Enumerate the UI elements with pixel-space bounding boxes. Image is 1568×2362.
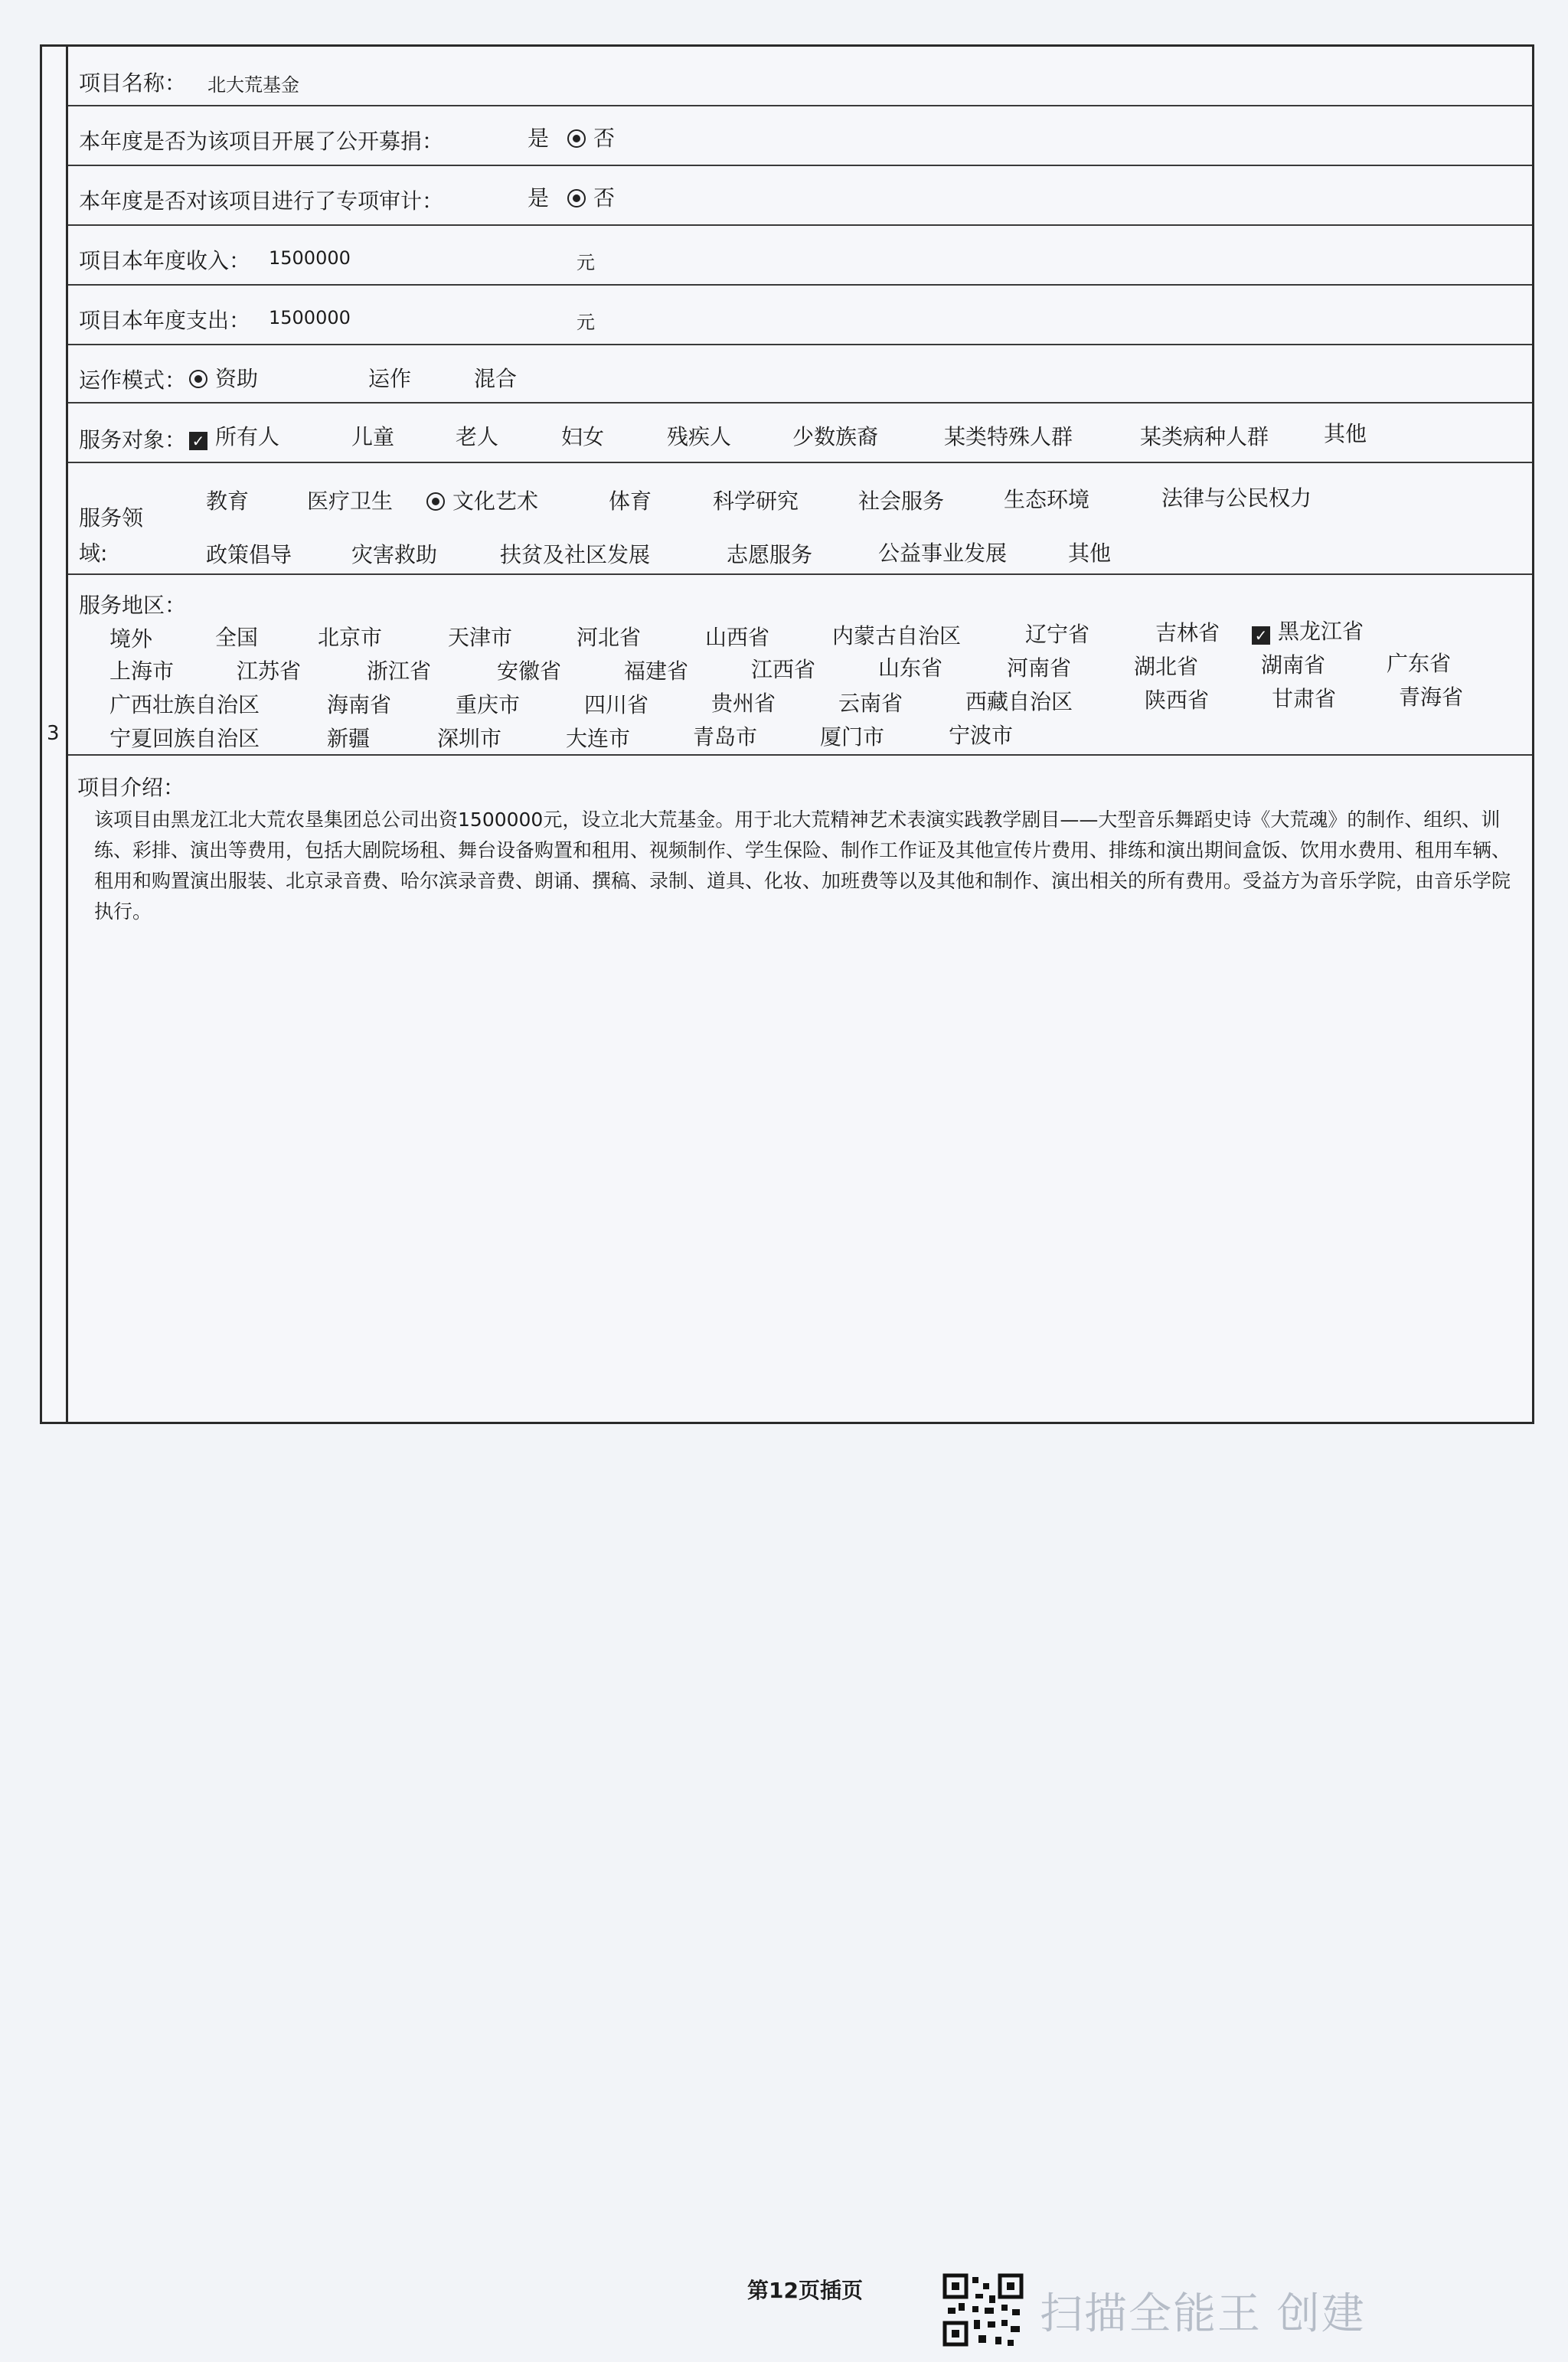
- radio-selected-icon: [189, 370, 207, 388]
- project-name-label: 项目名称：: [79, 70, 187, 96]
- service-field-option[interactable]: 扶贫及社区发展: [500, 542, 651, 567]
- special-audit-yes[interactable]: 是: [528, 185, 550, 211]
- scanner-watermark: 扫描全能王 创建: [1040, 2289, 1366, 2339]
- project-name-value: 北大荒基金: [207, 74, 299, 96]
- checkbox-checked-icon: ✓: [1252, 626, 1270, 645]
- region-option[interactable]: 湖北省: [1134, 654, 1199, 679]
- region-option[interactable]: 四川省: [584, 692, 649, 717]
- income-unit: 元: [577, 252, 595, 273]
- region-option[interactable]: 重庆市: [456, 692, 521, 717]
- special-audit-no-label: 否: [593, 185, 616, 211]
- region-option[interactable]: 辽宁省: [1025, 622, 1090, 647]
- region-option[interactable]: 甘肃省: [1272, 686, 1337, 711]
- region-option[interactable]: 安徽省: [497, 658, 562, 684]
- service-target-option[interactable]: 其他: [1324, 421, 1367, 446]
- page-note: 第12页插页: [747, 2278, 863, 2303]
- public-fundraising-no-label: 否: [593, 126, 616, 151]
- operation-mode-option-mixed[interactable]: 混合: [474, 366, 518, 391]
- public-fundraising-label: 本年度是否为该项目开展了公开募捐：: [79, 129, 444, 154]
- row-number: 3: [47, 722, 60, 745]
- region-option[interactable]: 新疆: [327, 726, 371, 751]
- region-option[interactable]: 境外: [109, 626, 153, 652]
- region-option[interactable]: 吉林省: [1155, 620, 1220, 645]
- radio-selected-icon: [426, 492, 445, 511]
- checkbox-checked-icon: ✓: [189, 432, 207, 450]
- region-option[interactable]: 大连市: [566, 726, 631, 751]
- region-option[interactable]: 青海省: [1399, 684, 1464, 710]
- service-field-option[interactable]: 社会服务: [858, 488, 945, 514]
- public-fundraising-no[interactable]: [567, 122, 615, 152]
- public-fundraising-yes[interactable]: 是: [528, 126, 550, 151]
- expense-unit: 元: [577, 312, 595, 333]
- service-target-option[interactable]: [189, 420, 279, 451]
- expense-value: 1500000: [269, 307, 351, 328]
- operation-mode-option-funding[interactable]: [189, 362, 258, 393]
- region-option[interactable]: 浙江省: [367, 658, 432, 684]
- region-option[interactable]: 内蒙古自治区: [832, 623, 962, 648]
- region-option[interactable]: 云南省: [838, 691, 903, 716]
- row-income: [68, 226, 1532, 286]
- row-operation-mode: [68, 345, 1532, 403]
- service-target-option-label: 所有人: [215, 424, 280, 449]
- service-field-option[interactable]: 科学研究: [713, 488, 799, 514]
- region-option[interactable]: 贵州省: [711, 691, 776, 716]
- special-audit-label: 本年度是否对该项目进行了专项审计：: [79, 188, 444, 214]
- region-option[interactable]: 海南省: [327, 692, 392, 717]
- service-target-label: 服务对象：: [79, 427, 187, 452]
- service-field-option[interactable]: 体育: [609, 488, 652, 514]
- region-option[interactable]: 宁夏回族自治区: [109, 726, 260, 751]
- service-field-option[interactable]: 其他: [1068, 541, 1112, 566]
- region-option[interactable]: 厦门市: [820, 724, 885, 750]
- service-target-option[interactable]: 某类特殊人群: [944, 424, 1073, 449]
- operation-mode-option-label: 资助: [215, 366, 259, 391]
- region-option[interactable]: 北京市: [318, 625, 383, 650]
- income-label: 项目本年度收入：: [79, 248, 251, 273]
- row-service-field: [68, 463, 1532, 575]
- region-option[interactable]: 全国: [215, 625, 259, 650]
- region-option[interactable]: 江苏省: [237, 658, 302, 684]
- service-field-option-selected[interactable]: [426, 485, 538, 515]
- special-audit-no[interactable]: [567, 181, 615, 212]
- region-option[interactable]: 山西省: [705, 625, 770, 650]
- service-target-option[interactable]: 妇女: [561, 424, 605, 449]
- region-option[interactable]: 河北省: [577, 625, 642, 650]
- region-option[interactable]: 陕西省: [1145, 688, 1210, 713]
- service-field-option[interactable]: 政策倡导: [206, 542, 292, 567]
- service-field-option[interactable]: 公益事业发展: [878, 541, 1008, 566]
- region-option-checked[interactable]: [1252, 615, 1364, 645]
- region-option[interactable]: 山东省: [878, 655, 943, 681]
- radio-selected-icon: [567, 189, 586, 207]
- service-field-option[interactable]: 灾害救助: [351, 542, 438, 567]
- service-field-option[interactable]: 志愿服务: [727, 542, 813, 567]
- row-number-column: [42, 47, 68, 1422]
- service-target-option[interactable]: 老人: [456, 424, 499, 449]
- row-expense: [68, 286, 1532, 345]
- service-field-option-label: 文化艺术: [452, 488, 539, 514]
- service-region-label: 服务地区：: [79, 593, 187, 618]
- service-field-label-line2: 域:: [79, 541, 108, 566]
- service-target-option[interactable]: 某类病种人群: [1140, 424, 1269, 449]
- row-project-name: [68, 47, 1532, 106]
- row-service-target: [68, 403, 1532, 463]
- intro-label: 项目介绍：: [77, 775, 185, 800]
- project-form-table: [40, 44, 1534, 1424]
- region-option[interactable]: 西藏自治区: [965, 689, 1073, 714]
- region-option[interactable]: 青岛市: [693, 724, 758, 750]
- region-option-label: 黑龙江省: [1278, 619, 1364, 644]
- row-service-region: [68, 575, 1532, 756]
- income-value: 1500000: [269, 247, 351, 269]
- region-option[interactable]: 河南省: [1007, 655, 1072, 681]
- operation-mode-label: 运作模式：: [79, 368, 187, 393]
- expense-label: 项目本年度支出：: [79, 308, 251, 333]
- region-option[interactable]: 上海市: [109, 658, 175, 684]
- region-option[interactable]: 深圳市: [437, 726, 502, 751]
- operation-mode-option-operate[interactable]: 运作: [368, 366, 412, 391]
- qr-code-icon: [942, 2272, 1026, 2349]
- region-option[interactable]: 江西省: [751, 657, 816, 682]
- region-option[interactable]: 宁波市: [949, 723, 1014, 748]
- region-option[interactable]: 天津市: [448, 625, 513, 650]
- intro-text: 该项目由黑龙江北大荒农垦集团总公司出资1500000元，设立北大荒基金。用于北大荒精神艺术表演实践教学剧目——大型音乐舞蹈史诗《大荒魂》的制作、组织、训练、彩排、演出等费用，包括大剧院场租、舞台设备购置和租用、视频制作、学生保险、制作工作证及其他宣传片费用、排练和演出期间盒饭、饮用水费用、租用车辆、租用和购置演出服装、北京录音费、哈尔滨录音费、朗诵、撰稿、录制、道具、化妆、加班费等以及其他和制作、演出相关的所有费用。受益方为音乐学院，由音乐学院执行。: [94, 809, 1511, 923]
- row-public-fundraising: [68, 106, 1532, 166]
- region-option[interactable]: 广东省: [1387, 651, 1452, 676]
- radio-selected-icon: [567, 129, 586, 148]
- service-field-option[interactable]: 法律与公民权力: [1161, 485, 1312, 511]
- service-target-option[interactable]: 儿童: [351, 424, 395, 449]
- service-field-option[interactable]: 教育: [206, 488, 250, 514]
- region-option[interactable]: 湖南省: [1261, 652, 1326, 678]
- service-field-label-line1: 服务领: [79, 505, 144, 531]
- row-special-audit: [68, 166, 1532, 226]
- service-field-option[interactable]: 生态环境: [1004, 487, 1090, 512]
- service-target-option[interactable]: 残疾人: [667, 424, 732, 449]
- region-option[interactable]: 福建省: [624, 658, 689, 684]
- service-field-option[interactable]: 医疗卫生: [307, 488, 394, 514]
- region-option[interactable]: 广西壮族自治区: [109, 692, 260, 717]
- service-target-option[interactable]: 少数族裔: [792, 424, 879, 449]
